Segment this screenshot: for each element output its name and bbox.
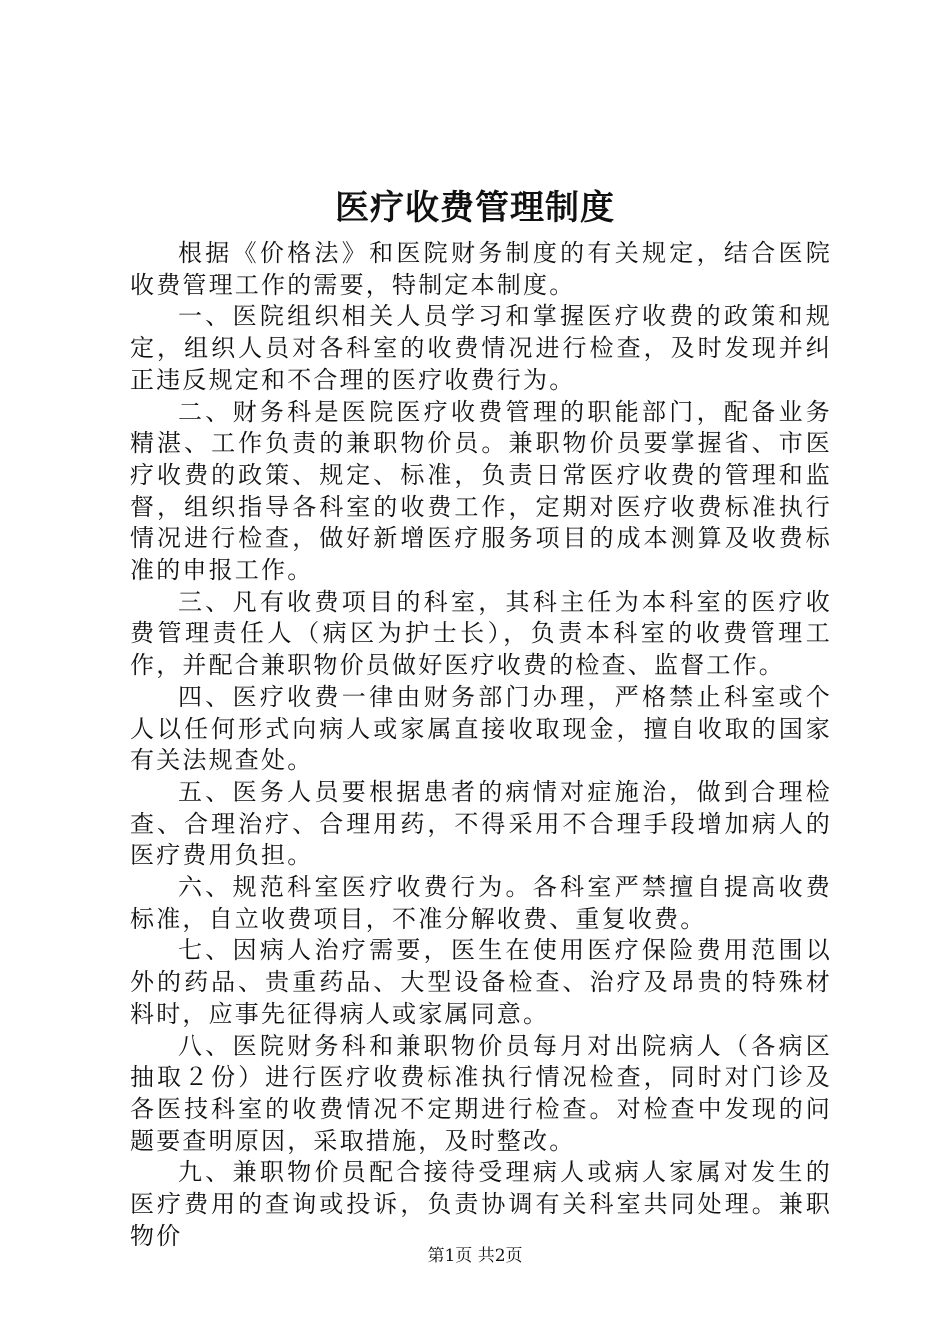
paragraph-clause-4: 四、医疗收费一律由财务部门办理，严格禁止科室或个人以任何形式向病人或家属直接收取现金，擅自收取的国家有关法规查处。 (130, 682, 832, 775)
paragraph-clause-9: 九、兼职物价员配合接待受理病人或病人家属对发生的医疗费用的查询或投诉，负责协调有关科室共同处理。兼职物价 (130, 1158, 832, 1250)
paragraph-clause-3: 三、凡有收费项目的科室，其科主任为本科室的医疗收费管理责任人（病区为护士长），负责本科室的收费管理工作，并配合兼职物价员做好医疗收费的检查、监督工作。 (130, 587, 832, 680)
paragraph-clause-2: 二、财务科是医院医疗收费管理的职能部门，配备业务精湛、工作负责的兼职物价员。兼职物价员要掌握省、市医疗收费的政策、规定、标准，负责日常医疗收费的管理和监督，组织指导各科室的收费工作，定期对医疗收费标准执行情况进行检查，做好新增医疗服务项目的成本测算及收费标准的申报工作。 (130, 397, 832, 585)
paragraph-clause-6: 六、规范科室医疗收费行为。各科室严禁擅自提高收费标准，自立收费项目，不准分解收费、重复收费。 (130, 873, 832, 933)
paragraph-clause-5: 五、医务人员要根据患者的病情对症施治，做到合理检查、合理治疗、合理用药，不得采用不合理手段增加病人的医疗费用负担。 (130, 777, 832, 870)
document-title: 医疗收费管理制度 (335, 188, 615, 228)
paragraph-intro: 根据《价格法》和医院财务制度的有关规定，结合医院收费管理工作的需要，特制定本制度。 (130, 239, 832, 299)
paragraph-clause-1: 一、医院组织相关人员学习和掌握医疗收费的政策和规定，组织人员对各科室的收费情况进行检查，及时发现并纠正违反规定和不合理的医疗收费行为。 (130, 302, 832, 394)
document-body (130, 238, 832, 1253)
paragraph-clause-7: 七、因病人治疗需要，医生在使用医疗保险费用范围以外的药品、贵重药品、大型设备检查、治疗及昂贵的特殊材料时，应事先征得病人或家属同意。 (130, 936, 832, 1028)
paragraph-clause-8: 八、医院财务科和兼职物价员每月对出院病人（各病区抽取２份）进行医疗收费标准执行情况检查，同时对门诊及各医技科室的收费情况不定期进行检查。对检查中发现的问题要查明原因，采取措施，及时整改。 (130, 1031, 832, 1155)
page-number: 第1页 共2页 (427, 1246, 523, 1266)
